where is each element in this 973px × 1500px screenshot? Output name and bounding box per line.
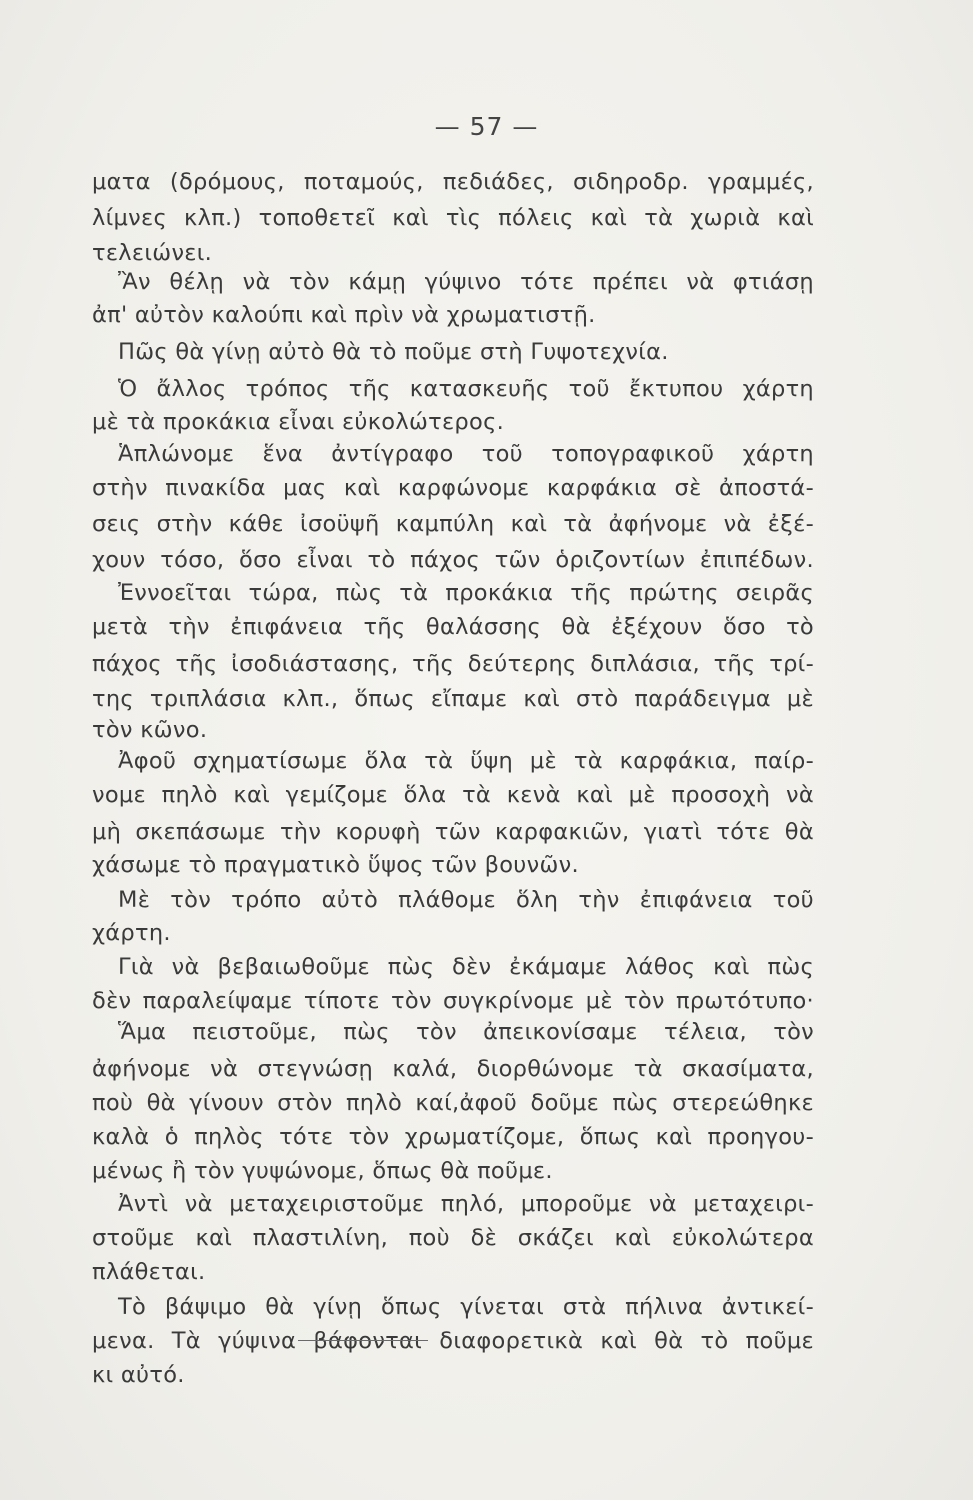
text-line: ποὺ θὰ γίνουν στὸν πηλὸ καί,ἀφοῦ δοῦμε πὼς στερεώθηκε <box>92 1090 814 1116</box>
text-line: Ἀφοῦ σχηματίσωμε ὅλα τὰ ὕψη μὲ τὰ καρφάκια, παίρ- <box>118 748 814 774</box>
text-line: πλάθεται. <box>92 1259 206 1285</box>
text-line: μετὰ τὴν ἐπιφάνεια τῆς θαλάσσης θὰ ἐξέχουν ὅσο τὸ <box>92 614 814 640</box>
text-line: Πῶς θὰ γίνῃ αὐτὸ θὰ τὸ ποῦμε στὴ Γυψοτεχνία. <box>118 339 669 365</box>
text-line: χάσωμε τὸ πραγματικὸ ὕψος τῶν βουνῶν. <box>92 852 579 878</box>
text-line: Ἀντὶ νὰ μεταχειριστοῦμε πηλό, μποροῦμε νὰ μεταχειρι- <box>118 1191 814 1217</box>
text-line: χάρτη. <box>92 920 171 946</box>
text-line: σεις στὴν κάθε ἰσοϋψῆ καμπύλη καὶ τὰ ἀφήνομε νὰ ἐξέ- <box>92 511 814 537</box>
text-line: ἀφήνομε νὰ στεγνώσῃ καλά, διορθώνομε τὰ σκασίματα, <box>92 1056 814 1082</box>
text-line: μὴ σκεπάσωμε τὴν κορυφὴ τῶν καρφακιῶν, γιατὶ τότε θὰ <box>92 819 814 845</box>
text-line: στὴν πινακίδα μας καὶ καρφώνομε καρφάκια σὲ ἀποστά- <box>92 475 814 501</box>
text-line: μὲ τὰ προκάκια εἶναι εὐκολώτερος. <box>92 409 505 435</box>
text-line: Ἅμα πειστοῦμε, πὼς τὸν ἀπεικονίσαμε τέλεια, τὸν <box>118 1019 814 1045</box>
text-line: Ἂν θέλῃ νὰ τὸν κάμῃ γύψινο τότε πρέπει νὰ φτιάσῃ <box>118 269 814 295</box>
text-line: χουν τόσο, ὅσο εἶναι τὸ πάχος τῶν ὁριζοντίων ἐπιπέδων. <box>92 547 814 573</box>
text-line: δὲν παραλείψαμε τίποτε τὸν συγκρίνομε μὲ τὸν πρωτότυπο· <box>92 988 814 1014</box>
text-line: Ἐννοεῖται τώρα, πὼς τὰ προκάκια τῆς πρώτης σειρᾶς <box>118 580 814 606</box>
text-line: καλὰ ὁ πηλὸς τότε τὸν χρωματίζομε, ὅπως καὶ προηγου- <box>92 1124 814 1150</box>
text-line: ἀπ' αὐτὸν καλούπι καὶ πρὶν νὰ χρωματιστῇ. <box>92 302 596 328</box>
text-line: στοῦμε καὶ πλαστιλίνη, ποὺ δὲ σκάζει καὶ εὐκολώτερα <box>92 1225 814 1251</box>
text-line: μένως ἢ τὸν γυψώνομε, ὅπως θὰ ποῦμε. <box>92 1158 553 1184</box>
page-number: — 57 — <box>434 112 539 141</box>
text-line: λίμνες κλπ.) τοποθετεῖ καὶ τὶς πόλεις καὶ τὰ χωριὰ καὶ <box>92 205 814 231</box>
text-line: Ὁ ἄλλος τρόπος τῆς κατασκευῆς τοῦ ἔκτυπου χάρτη <box>118 376 814 402</box>
text-line: της τριπλάσια κλπ., ὅπως εἴπαμε καὶ στὸ παράδειγμα μὲ <box>92 686 814 712</box>
text-line: Τὸ βάψιμο θὰ γίνῃ ὅπως γίνεται στὰ πήλινα ἀντικεί- <box>118 1294 814 1320</box>
text-line: ματα (δρόμους, ποταμούς, πεδιάδες, σιδηροδρ. γραμμές, <box>92 169 814 195</box>
end-rule <box>298 1340 428 1341</box>
text-line: νομε πηλὸ καὶ γεμίζομε ὅλα τὰ κενὰ καὶ μὲ προσοχὴ νὰ <box>92 782 814 808</box>
text-line: Γιὰ νὰ βεβαιωθοῦμε πὼς δὲν ἐκάμαμε λάθος καὶ πὼς <box>118 954 814 980</box>
text-line: τὸν κῶνο. <box>92 717 208 743</box>
text-line: πάχος τῆς ἰσοδιάστασης, τῆς δεύτερης διπλάσια, τῆς τρί- <box>92 651 814 677</box>
text-line: Ἁπλώνομε ἕνα ἀντίγραφο τοῦ τοπογραφικοῦ χάρτη <box>118 441 814 467</box>
text-line: κι αὐτό. <box>92 1362 185 1388</box>
text-line: Μὲ τὸν τρόπο αὐτὸ πλάθομε ὅλη τὴν ἐπιφάνεια τοῦ <box>118 887 814 913</box>
text-line: μενα. Τὰ γύψινα βάφονται διαφορετικὰ καὶ θὰ τὸ ποῦμε <box>92 1328 814 1354</box>
text-line: τελειώνει. <box>92 240 213 266</box>
